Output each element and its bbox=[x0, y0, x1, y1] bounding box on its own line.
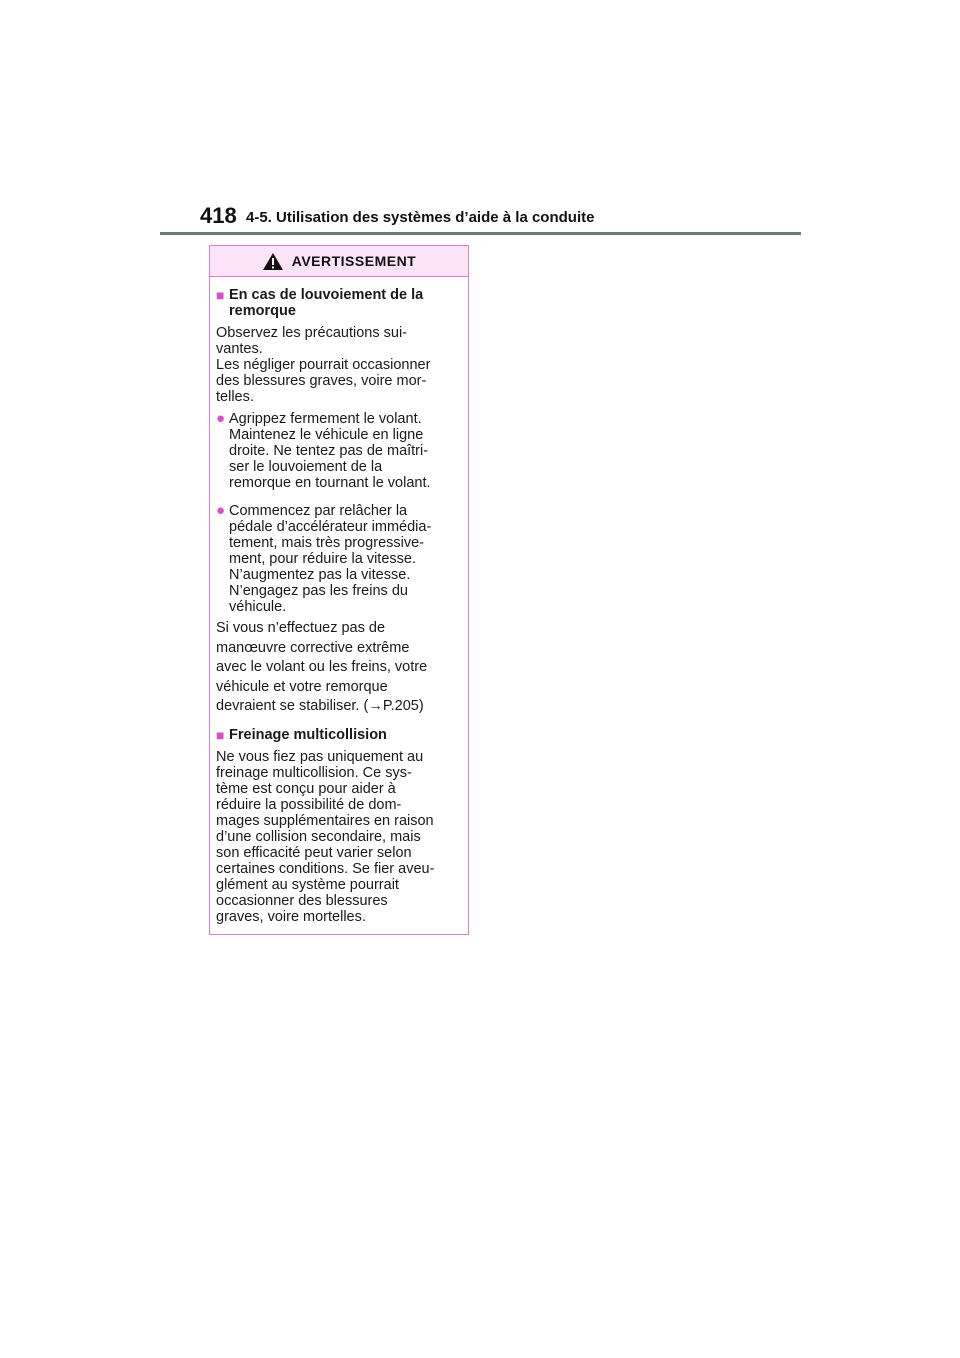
circle-bullet-icon: ● bbox=[216, 502, 226, 519]
sway-closing: Si vous n’effectuez pas de manœuvre corrective extrême avec le volant ou les freins, votre véhicule et votre remorque devraient se stabiliser. (→P.205) bbox=[216, 620, 428, 714]
multicollision-text: Ne vous fiez pas uniquement au freinage multicollision. Ce sys- tème est conçu pour aider à réduire la possibilité de dom- mages supplémentaires en raison d’une collision secondaire, mais son efficacité peut varier selon certaines conditions. Se fier aveu- glément au système pourrait occasionner des blessures graves, voire mortelles. bbox=[216, 748, 435, 925]
section-title: 4-5. Utilisation des systèmes d’aide à la conduite bbox=[246, 209, 595, 226]
warning-header bbox=[210, 246, 468, 277]
bullet-item: ● Agrippez fermement le volant. Maintenez le véhicule en ligne droite. Ne tentez pas de maîtri- ser le louvoiement de la remorque en tournant le volant. bbox=[216, 410, 431, 491]
section-heading-multicollision: ■ Freinage multicollision bbox=[216, 726, 387, 743]
warning-title: AVERTISSEMENT bbox=[291, 253, 417, 269]
warning-body bbox=[210, 277, 468, 925]
sway-intro: Observez les précautions sui- vantes. Les négliger pourrait occasionner des blessures graves, voire mor- telles. bbox=[216, 325, 431, 405]
section-heading-sway: ■ En cas de louvoiement de la remorque bbox=[216, 287, 424, 319]
square-bullet-icon: ■ bbox=[216, 726, 225, 743]
circle-bullet-icon: ● bbox=[216, 410, 226, 427]
warning-box bbox=[209, 245, 469, 935]
page-number: 418 bbox=[200, 203, 237, 228]
header-rule bbox=[160, 232, 801, 235]
warning-triangle-icon bbox=[262, 252, 284, 271]
square-bullet-icon: ■ bbox=[216, 287, 225, 303]
bullet-item: ● Commencez par relâcher la pédale d’accélérateur immédia- tement, mais très progressive- ment, pour réduire la vitesse. N’augmentez pas la vitesse. N’engagez pas les freins du véhicule. bbox=[216, 502, 432, 615]
